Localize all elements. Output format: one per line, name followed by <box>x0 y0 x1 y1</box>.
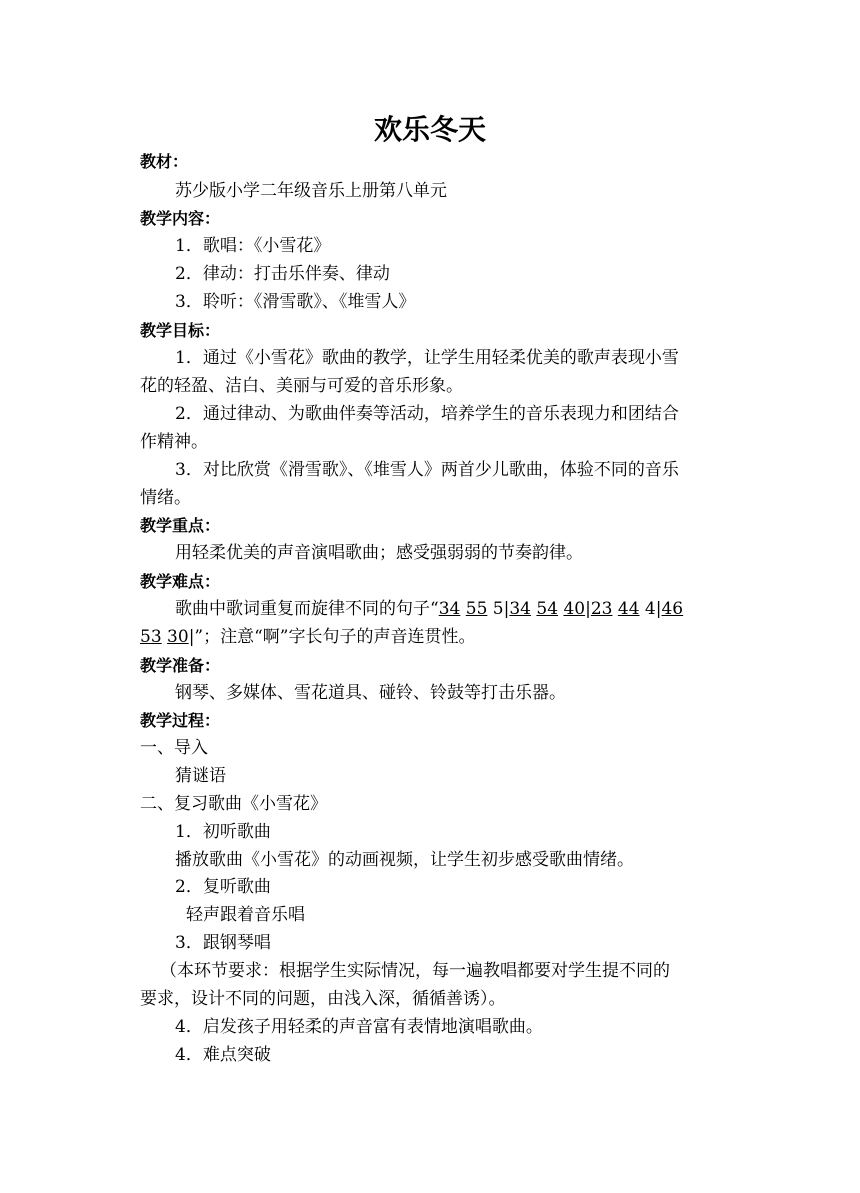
process-line: 猜谜语 <box>175 766 226 786</box>
key-points-text: 用轻柔优美的声音演唱歌曲；感受强弱弱的节奏韵律。 <box>175 543 583 563</box>
goal-line: 情绪。 <box>140 488 191 508</box>
notation: 44 <box>617 599 640 619</box>
material-text: 苏少版小学二年级音乐上册第八单元 <box>175 181 447 201</box>
process-line: 轻声跟着音乐唱 <box>186 905 305 925</box>
document-title: 欢乐冬天 <box>373 113 486 146</box>
barline: | <box>503 599 510 619</box>
goal-line: 2．通过律动、为歌曲伴奏等活动，培养学生的音乐表现力和团结合 <box>175 404 679 424</box>
process-line: 2．复听歌曲 <box>175 877 271 897</box>
notation: 34 <box>438 599 461 619</box>
heading-process: 教学过程： <box>140 711 221 730</box>
difficulties-suffix: ”；注意“啊”字长句子的声音连贯性。 <box>194 627 476 647</box>
goal-line: 3．对比欣赏《滑雪歌》、《堆雪人》两首少儿歌曲，体验不同的音乐 <box>175 460 679 480</box>
process-line: 1．初听歌曲 <box>175 822 271 842</box>
process-line: （本环节要求：根据学生实际情况，每一遍教唱都要对学生提不同的 <box>160 961 670 981</box>
notation: 4 <box>644 599 656 619</box>
heading-material: 教材： <box>140 152 189 171</box>
content-item: 1．歌唱：《小雪花》 <box>175 236 331 256</box>
goal-line: 作精神。 <box>140 432 208 452</box>
difficulties-line-2 <box>140 624 725 651</box>
notation: 30 <box>167 627 189 647</box>
notation: 5 <box>492 599 504 619</box>
process-line: 4．难点突破 <box>175 1045 271 1065</box>
difficulties-line-1 <box>175 596 725 623</box>
notation: 55 <box>465 599 488 619</box>
process-line: 要求，设计不同的问题，由浅入深，循循善诱）。 <box>140 989 506 1009</box>
heading-key-points: 教学重点： <box>140 516 221 535</box>
heading-difficulties: 教学难点： <box>140 572 221 591</box>
notation: 34 <box>509 599 531 619</box>
process-line: 4．启发孩子用轻柔的声音富有表情地演唱歌曲。 <box>175 1017 543 1037</box>
difficulties-prefix: 歌曲中歌词重复而旋律不同的句子“ <box>175 599 439 619</box>
notation: 54 <box>536 599 559 619</box>
content-item: 2．律动：打击乐伴奏、律动 <box>175 264 390 284</box>
heading-content: 教学内容： <box>140 209 221 228</box>
goal-line: 1．通过《小雪花》歌曲的教学，让学生用轻柔优美的歌声表现小雪 <box>175 348 679 368</box>
content-item: 3．聆听：《滑雪歌》、《堆雪人》 <box>175 292 416 312</box>
preparation-text: 钢琴、多媒体、雪花道具、碰铃、铃鼓等打击乐器。 <box>175 683 566 703</box>
process-line: 播放歌曲《小雪花》的动画视频，让学生初步感受歌曲情绪。 <box>175 850 634 870</box>
process-line: 3．跟钢琴唱 <box>175 933 271 953</box>
barline: | <box>188 627 195 647</box>
notation: 46 <box>661 599 684 619</box>
process-line: 一、导入 <box>140 738 208 758</box>
notation: 53 <box>140 627 162 647</box>
heading-goals: 教学目标： <box>140 321 221 340</box>
notation: 23 <box>590 599 613 619</box>
barline: | <box>585 599 591 619</box>
notation: 40 <box>563 599 586 619</box>
goal-line: 花的轻盈、洁白、美丽与可爱的音乐形象。 <box>140 376 463 396</box>
process-line: 二、复习歌曲《小雪花》 <box>140 794 327 814</box>
barline: | <box>655 599 662 619</box>
heading-preparation: 教学准备： <box>140 656 221 675</box>
